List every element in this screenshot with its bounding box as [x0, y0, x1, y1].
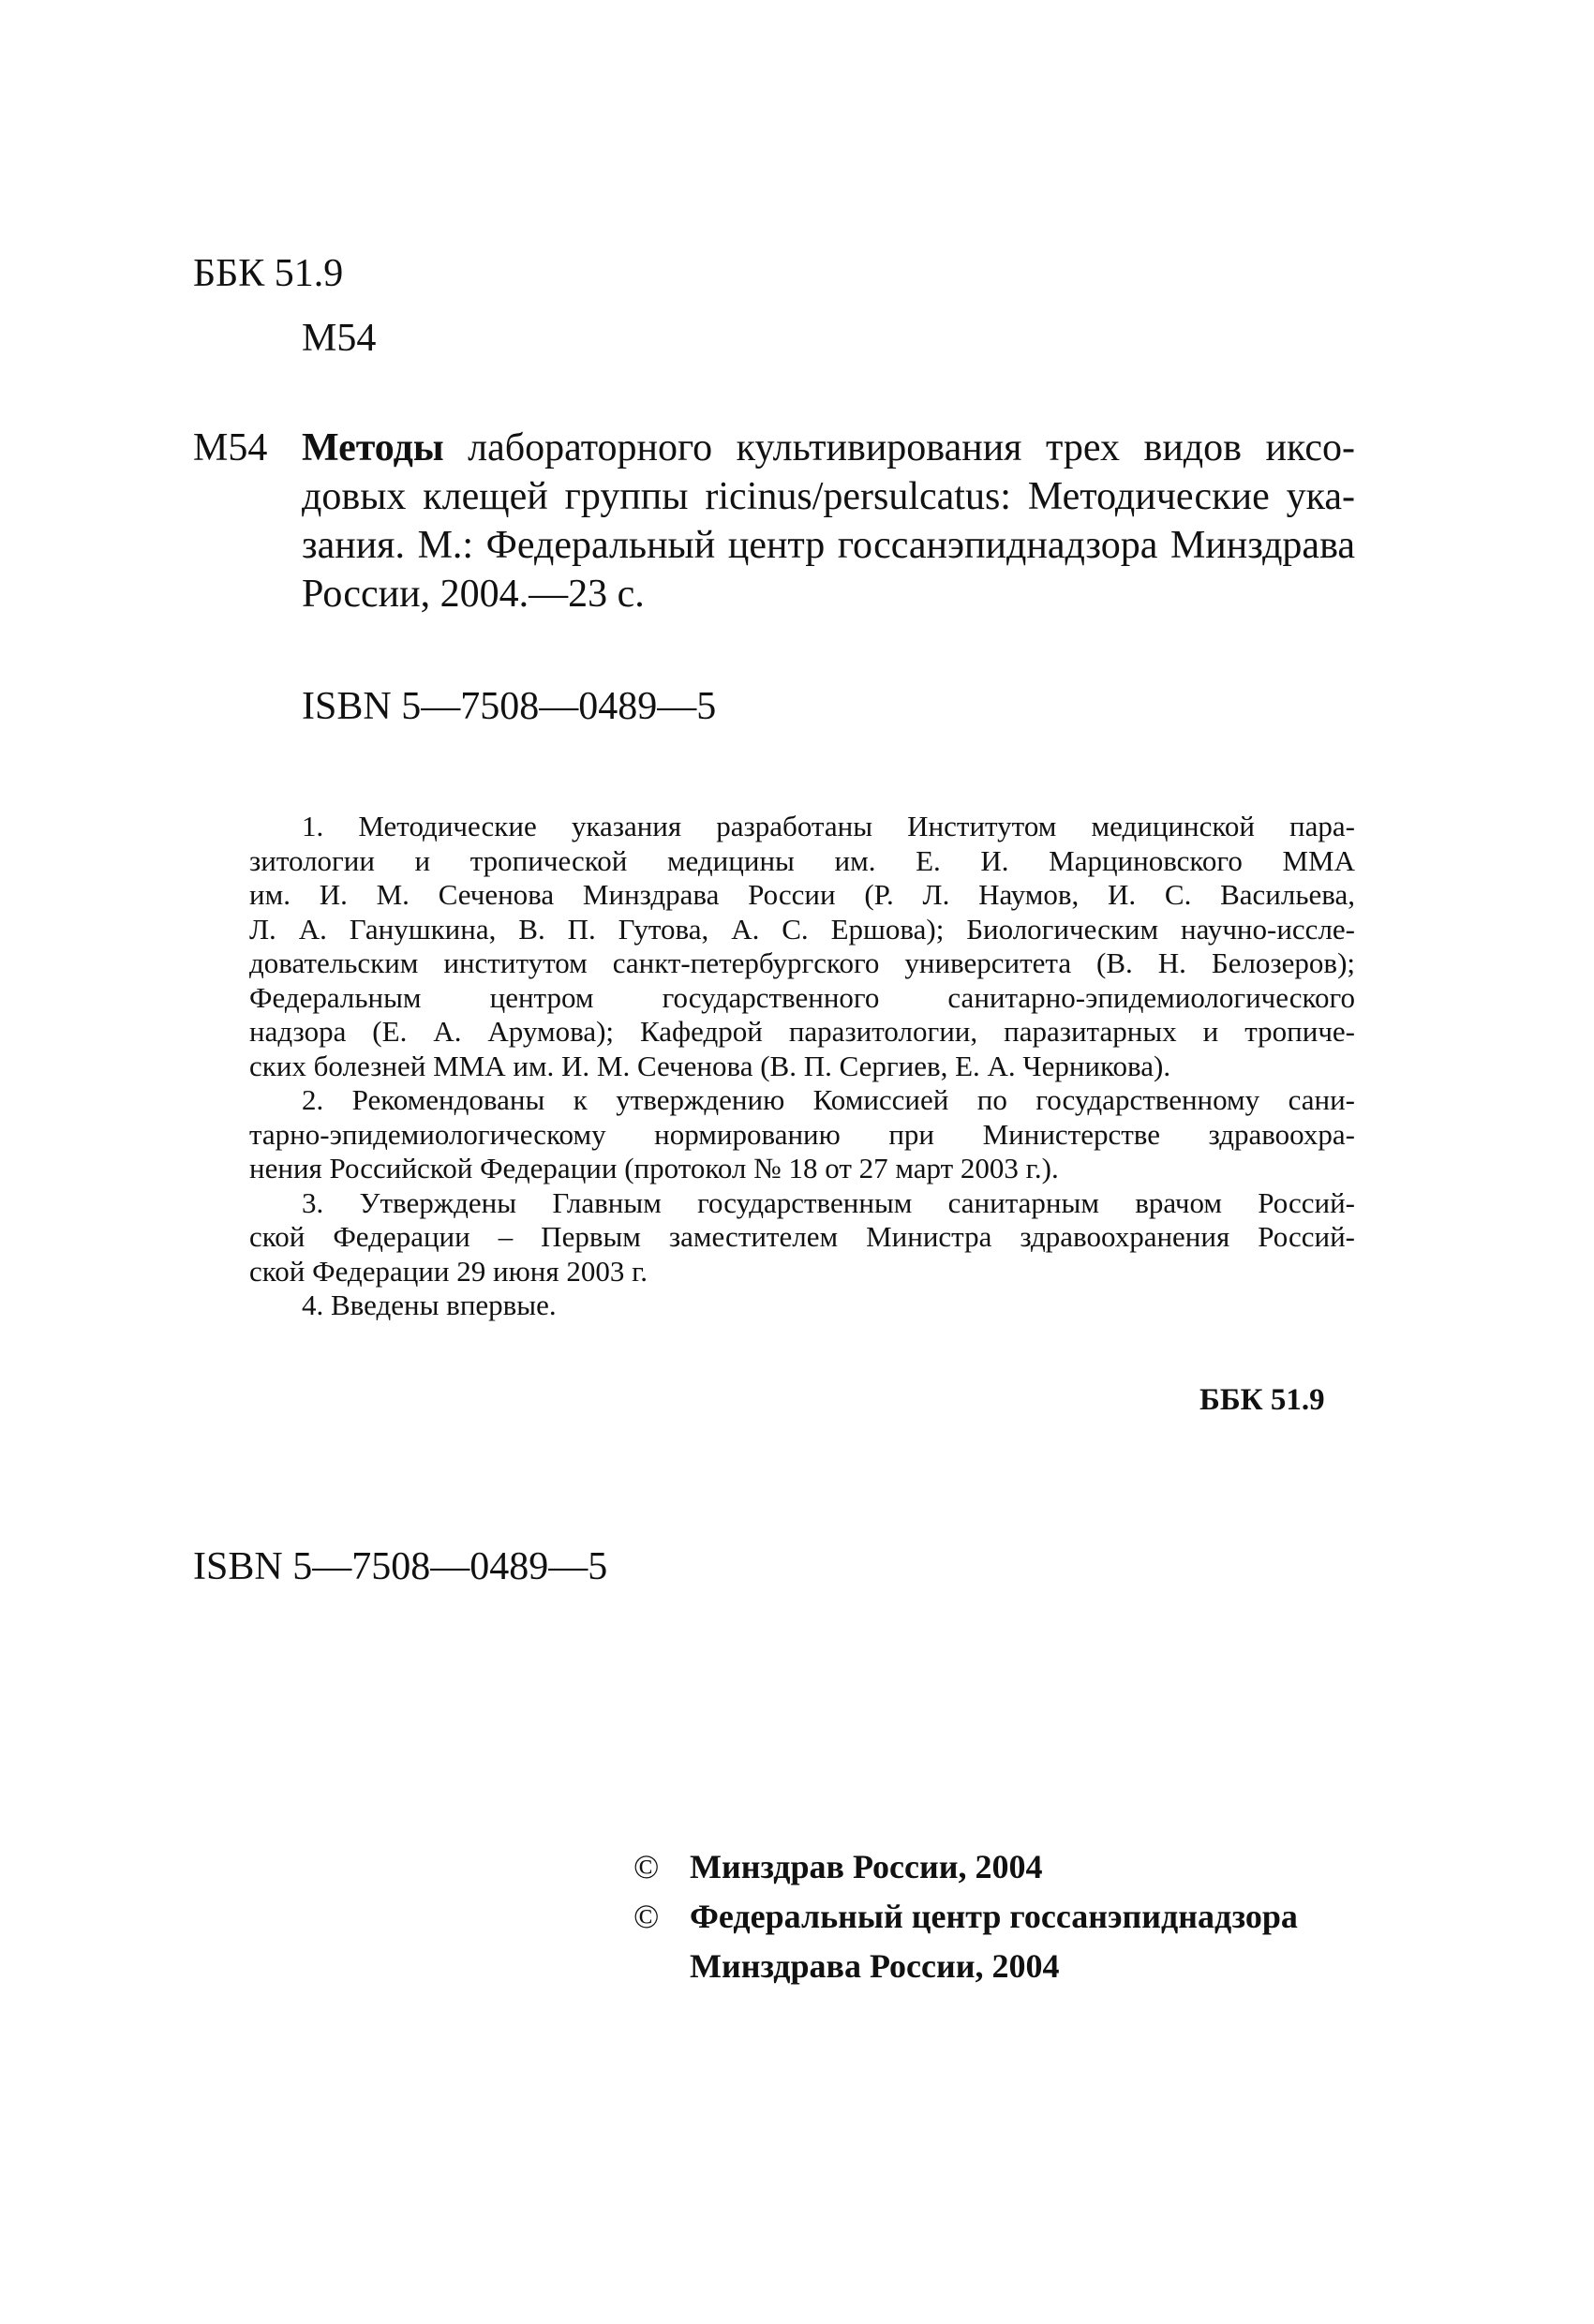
notes-block — [249, 810, 1355, 1323]
entry-line-1-rest: лабораторного культивирования трех видов иксо- — [443, 426, 1355, 469]
bibliographic-entry — [193, 424, 1355, 618]
note-1-line-1: 1. Методические указания разработаны Институтом медицинской пара- — [302, 810, 1355, 842]
entry-title-bold: Методы — [302, 426, 444, 469]
copyright-row-1 — [633, 1842, 1298, 1892]
isbn-bottom: ISBN 5—7508—0489—5 — [193, 1545, 608, 1588]
copyright-line-2: Федеральный центр госсанэпиднадзора — [690, 1898, 1298, 1935]
isbn-main: ISBN 5—7508—0489—5 — [302, 685, 717, 728]
copyright-line-1: Минздрав России, 2004 — [690, 1848, 1043, 1885]
note-3-line-2: ской Федерации – Первым заместителем Министра здравоохранения Россий- — [249, 1220, 1355, 1253]
note-2-line-2: тарно-эпидемиологическому нормированию при Министерстве здравоохра- — [249, 1117, 1355, 1151]
note-1-line-3: им. И. М. Сеченова Минздрава России (Р. Л. Наумов, И. С. Васильева, — [249, 878, 1355, 911]
note-1-line-8: ских болезней ММА им. И. М. Сеченова (В. П. Сергиев, Е. А. Черникова). — [249, 1049, 1171, 1082]
entry-line-1 — [193, 424, 1355, 472]
note-1-line-6: Федеральным центром государственного санитарно-эпидемиологического — [249, 980, 1355, 1014]
note-1-line-4: Л. А. Ганушкина, В. П. Гутова, А. С. Ершова); Биологическим научно-иссле- — [249, 912, 1355, 946]
copyright-block — [633, 1842, 1298, 1991]
note-2-line-1: 2. Рекомендованы к утверждению Комиссией по государственному сани- — [302, 1083, 1355, 1116]
entry-line-3: зания. М.: Федеральный центр госсанэпиднадзора Минздрава — [302, 524, 1355, 567]
bbk-classification-top: ББК 51.9 — [193, 252, 344, 295]
entry-line-2: довых клещей группы ricinus/persulcatus: Методические ука- — [302, 475, 1355, 518]
copyright-line-3: Минздрава России, 2004 — [690, 1947, 1060, 1985]
note-1-line-5: довательским институтом санкт-петербургского университета (В. Н. Белозеров); — [249, 946, 1355, 979]
bbk-classification-right: ББК 51.9 — [1199, 1383, 1325, 1417]
note-3-line-1: 3. Утверждены Главным государственным санитарным врачом Россий- — [302, 1185, 1355, 1219]
entry-line-4: России, 2004.—23 с. — [302, 573, 645, 616]
copyright-row-2 — [633, 1892, 1298, 1942]
note-1-line-7: надзора (Е. А. Арумова); Кафедрой паразитологии, паразитарных и тропиче- — [249, 1015, 1355, 1048]
copyright-symbol: © — [633, 1848, 660, 1885]
note-3-line-3: ской Федерации 29 июня 2003 г. — [249, 1254, 648, 1288]
author-mark-top: М54 — [302, 317, 377, 360]
note-1-line-2: зитологии и тропической медицины им. Е. И. Марциновского ММА — [249, 843, 1355, 877]
copyright-symbol: © — [633, 1898, 660, 1935]
note-4-line-1: 4. Введены впервые. — [302, 1289, 557, 1321]
note-2-line-3: нения Российской Федерации (протокол № 18 от 27 март 2003 г.). — [249, 1152, 1059, 1184]
entry-author-mark: М54 — [193, 426, 268, 469]
